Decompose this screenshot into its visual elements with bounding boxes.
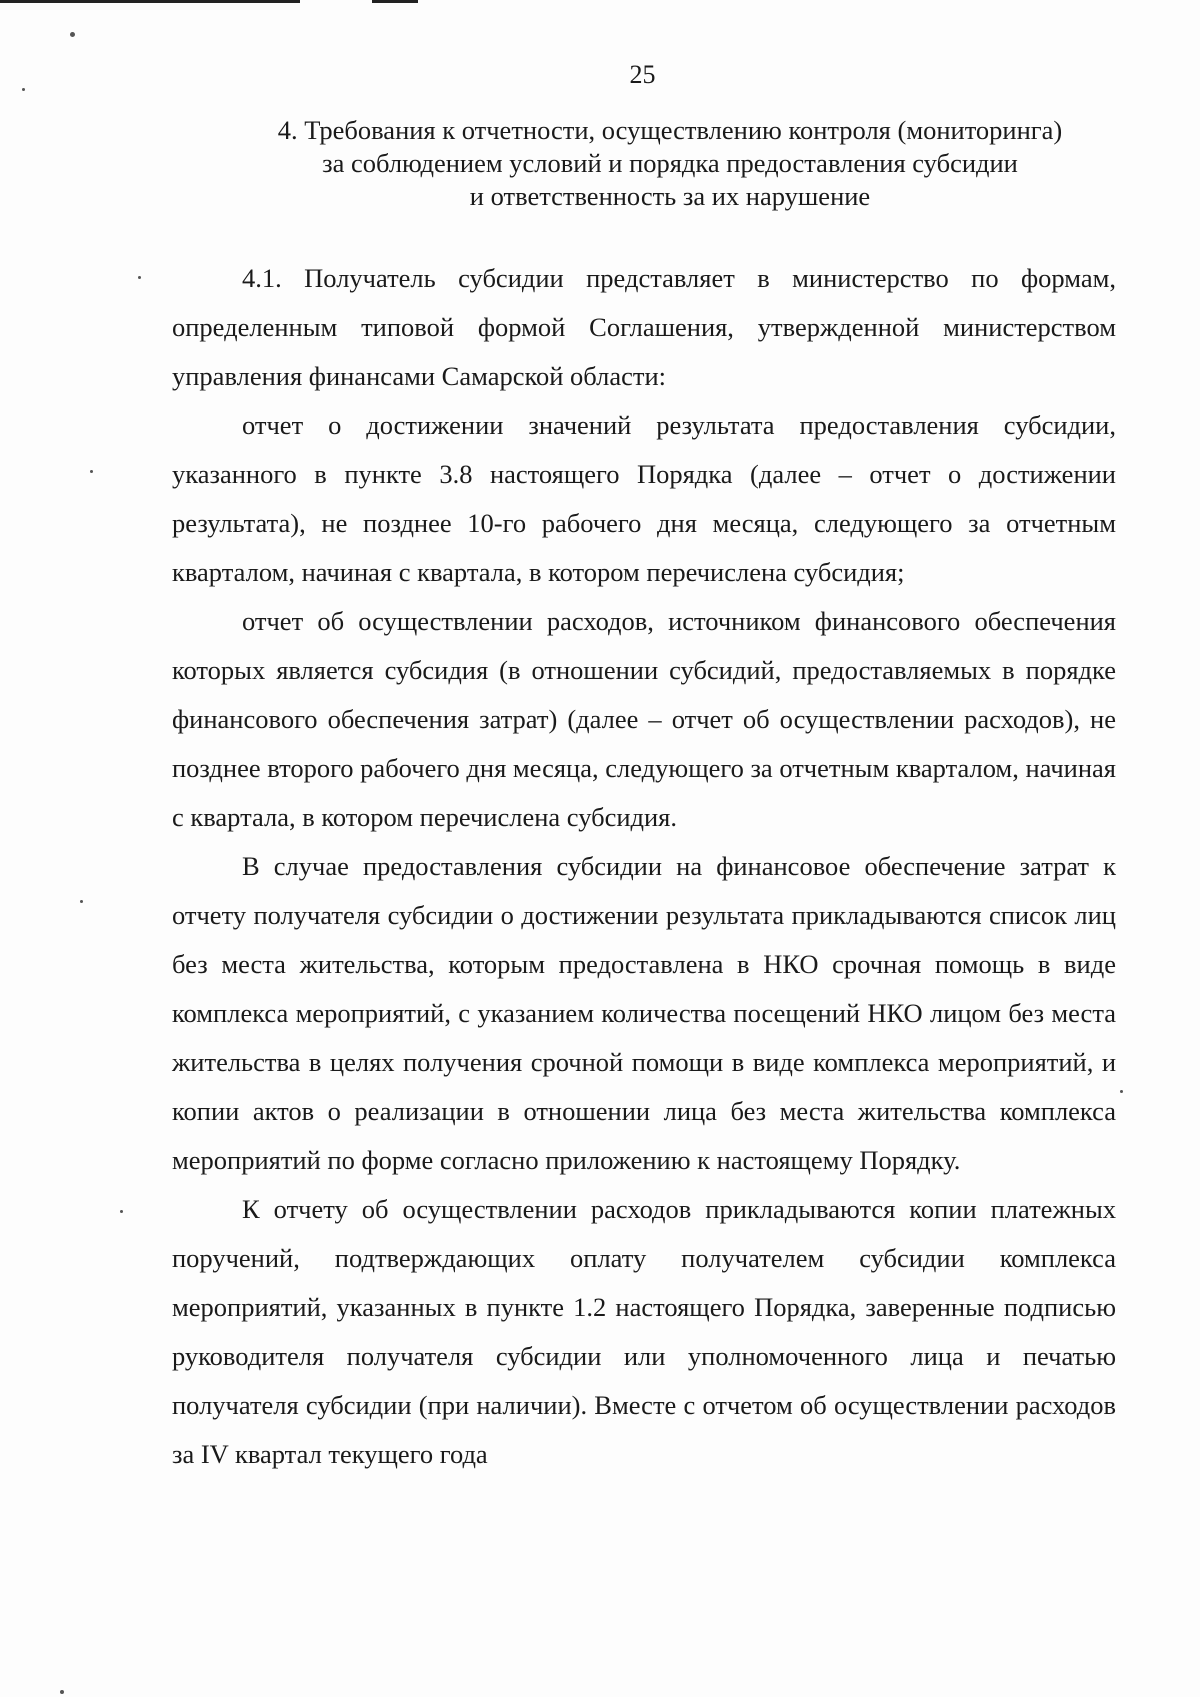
paragraph-attachments-result: В случае предоставления субсидии на финансовое обеспечение затрат к отчету получателя субсидии о достижении результата прикладываются список лиц без места жительства, которым предоставлена в НКО срочная помощь в виде комплекса мероприятий, с указанием количества посещений НКО лицом без места жительства в целях получения срочной помощи в виде комплекса мероприятий, и копии актов о реализации в отношении лица без места жительства комплекса мероприятий по форме согласно приложению к настоящему Порядку. xyxy=(172,851,1116,1175)
paragraph-4-1: 4.1. Получатель субсидии представляет в министерство по формам, определенным типовой формой Соглашения, утвержденной министерством управления финансами Самарской области: xyxy=(172,263,1116,391)
paragraph-attachments-expense: К отчету об осуществлении расходов прикладываются копии платежных поручений, подтверждающих оплату получателем субсидии комплекса мероприятий, указанных в пункте 1.2 настоящего Порядка, заверенные подписью руководителя получателя субсидии или уполномоченного лица и печатью получателя субсидии (при наличии). Вместе с отчетом об осуществлении расходов за IV квартал текущего года xyxy=(172,1194,1116,1469)
scan-speck xyxy=(1120,1090,1123,1093)
scan-edge-line xyxy=(0,0,300,3)
scan-speck xyxy=(60,1690,64,1694)
section-heading-line-1: 4. Требования к отчетности, осуществлению контроля (мониторинга) xyxy=(277,115,1063,145)
scan-speck xyxy=(90,470,93,473)
paragraph-expense-report: отчет об осуществлении расходов, источником финансового обеспечения которых является субсидия (в отношении субсидий, предоставляемых в порядке финансового обеспечения затрат) (далее – отчет об осуществлении расходов), не позднее второго рабочего дня месяца, следующего за отчетным кварталом, начиная с квартала, в котором перечислена субсидия. xyxy=(172,606,1116,832)
section-heading-line-2: за соблюдением условий и порядка предоставления субсидии xyxy=(322,148,1018,178)
scan-speck xyxy=(80,900,83,903)
scan-speck xyxy=(70,32,75,37)
section-heading xyxy=(240,114,1100,213)
page-number: 25 xyxy=(629,60,656,89)
section-heading-line-3: и ответственность за их нарушение xyxy=(469,181,871,211)
scan-speck xyxy=(120,1210,123,1213)
scan-edge-line-2 xyxy=(372,0,418,3)
paragraph-result-report: отчет о достижении значений результата предоставления субсидии, указанного в пункте 3.8 настоящего Порядка (далее – отчет о достижении результата), не позднее 10-го рабочего дня месяца, следующего за отчетным кварталом, начиная с квартала, в котором перечислена субсидия; xyxy=(172,410,1116,587)
document-body xyxy=(172,254,1116,1479)
scan-speck xyxy=(138,276,141,279)
scan-speck xyxy=(22,88,25,91)
